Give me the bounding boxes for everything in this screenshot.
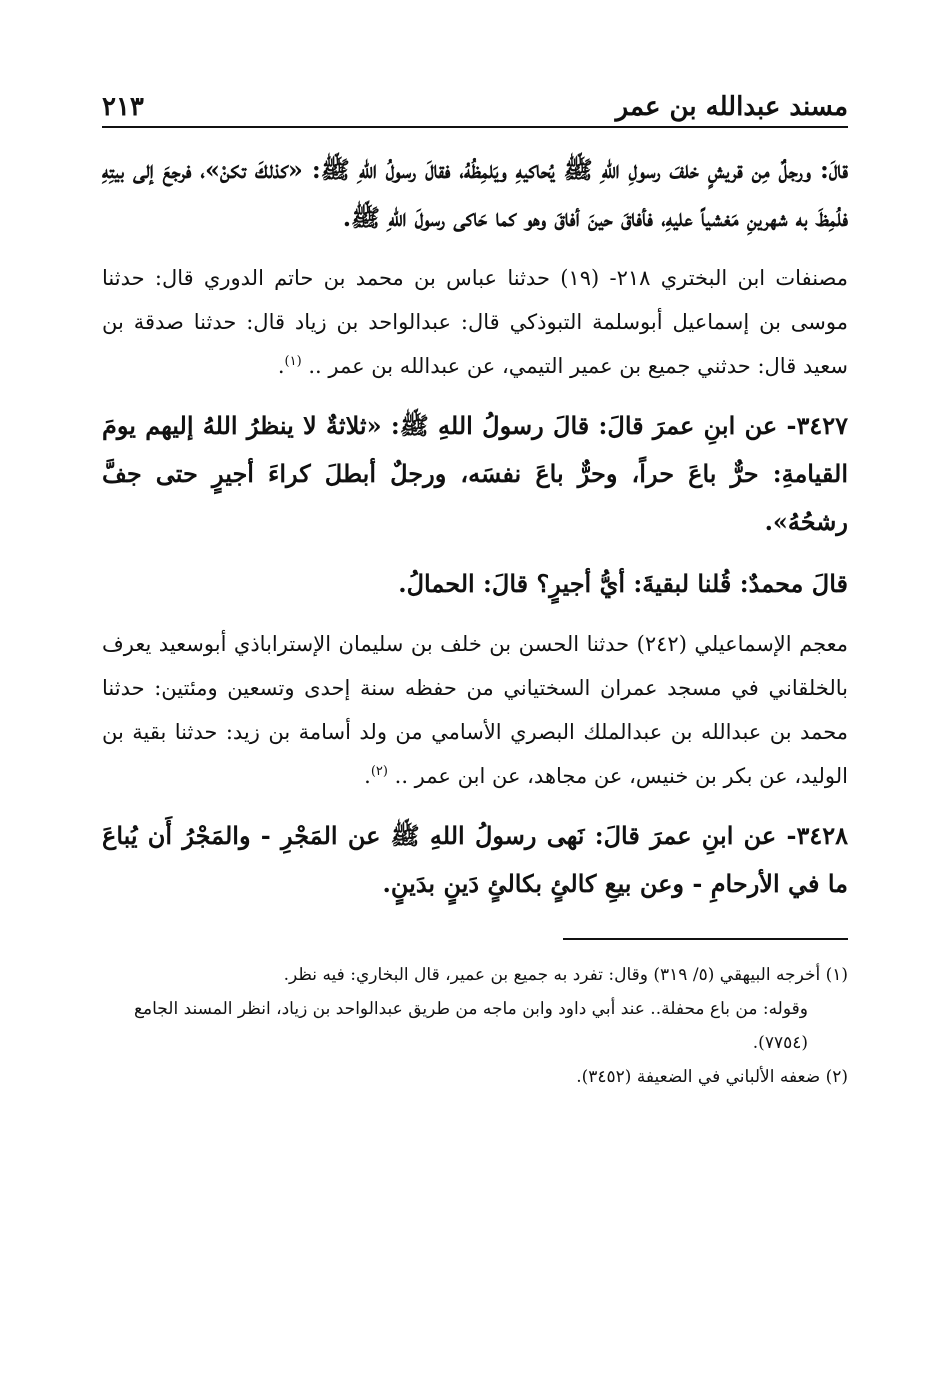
footnote-1: (١) أخرجه البيهقي (٥/ ٣١٩) وقال: تفرد به جميع بن عمير، قال البخاري: فيه نظر.: [283, 965, 848, 985]
source-citation-2: معجم الإسماعيلي (٢٤٢) حدثنا الحسن بن خلف بن سليمان الإستراباذي أبوسعيد يعرف بالخلقاني في مسجد عمران السختياني من حفظه سنة إحدى وتسعين ومئتين: حدثنا محمد بن عبدالله بن عبدالملك البصري الأسامي من ولد أسامة بن زيد: حدثنا بقية بن الوليد، عن بكر بن خنيس، عن مجاهد، عن ابن عمر .. $^{(٢)}$.: [102, 632, 848, 788]
source-text: مصنفات ابن البختري ٢١٨- (١٩) حدثنا عباس بن محمد بن حاتم الدوري قال: حدثنا موسى بن إسماعيل أبوسلمة التبوذكي قال: عبدالواحد بن زياد قال: حدثنا صدقة بن سعيد قال: حدثني جميع بن عمير التيمي، عن عبدالله بن عمر ..: [102, 266, 849, 378]
source-citation-1: مصنفات ابن البختري ٢١٨- (١٩) حدثنا عباس بن محمد بن حاتم الدوري قال: حدثنا موسى بن إسماعيل أبوسلمة التبوذكي قال: عبدالواحد بن زياد قال: حدثنا صدقة بن سعيد قال: حدثني جميع بن عمير التيمي، عن عبدالله بن عمر .. $^{(١)}$.: [102, 266, 849, 378]
footnotes: [102, 958, 848, 1094]
book-title: مسند عبدالله بن عمر: [615, 92, 848, 122]
hadith-3427: ٣٤٢٧- عن ابنِ عمرَ قالَ: قالَ رسولُ اللهِ ﷺ: «ثلاثةٌ لا ينظرُ اللهُ إليهم يومَ القيامةِ: حرٌّ باعَ حراً، وحرٌّ باعَ نفسَه، ورجلٌ أبطلَ كراءَ أجيرٍ حتى جفَّ رشحُهُ».: [102, 411, 848, 536]
footnote-1-continued: وقوله: من باع محفلة.. عند أبي داود وابن ماجه من طريق عبدالواحد بن زياد، انظر المسند الجامع (٧٧٥٤).: [133, 999, 808, 1053]
page-number: ٢١٣: [102, 92, 144, 122]
footnote-divider: [563, 938, 848, 940]
footnote-marker-2[interactable]: (٢): [370, 764, 388, 779]
footnote-2: (٢) ضعفه الألباني في الضعيفة (٣٤٥٢).: [576, 1067, 848, 1087]
hadith-3427-comment: قالَ محمدٌ: قُلنا لبقيةَ: أيُّ أجيرٍ؟ قالَ: الحمالُ.: [398, 569, 848, 598]
hadith-3428: ٣٤٢٨- عن ابنِ عمرَ قالَ: نَهى رسولُ اللهِ ﷺ عن المَجْرِ - والمَجْرُ أَن يُباعَ ما في الأرحامِ - وعن بيعِ كالئٍ بكالئٍ دَينٍ بدَينٍ.: [102, 821, 848, 898]
source-text: معجم الإسماعيلي (٢٤٢) حدثنا الحسن بن خلف بن سليمان الإستراباذي أبوسعيد يعرف بالخلقاني في مسجد عمران السختياني من حفظه سنة إحدى وتسعين ومئتين: حدثنا محمد بن عبدالله بن عبدالملك البصري الأسامي من ولد أسامة بن زيد: حدثنا بقية بن الوليد، عن بكر بن خنيس، عن مجاهد، عن ابن عمر ..: [102, 632, 848, 788]
footnote-marker-1[interactable]: (١): [284, 354, 302, 369]
running-header: [102, 82, 848, 128]
hadith-continuation: قالَ: ورجلٌ مِن قريشٍ خلفَ رسولِ اللهِ ﷺ يُحاكيهِ ويَلمِظُهُ، فقالَ رسولُ اللهِ ﷺ: «كذلكَ تكنْ»، فرجعَ إلى بيتِهِ فلُمِظَ به شهرينِ مَغشياً عليهِ، فأفاقَ حينَ أفاقَ وهو كما حَاكى رسولَ اللهِ ﷺ.: [102, 155, 848, 232]
